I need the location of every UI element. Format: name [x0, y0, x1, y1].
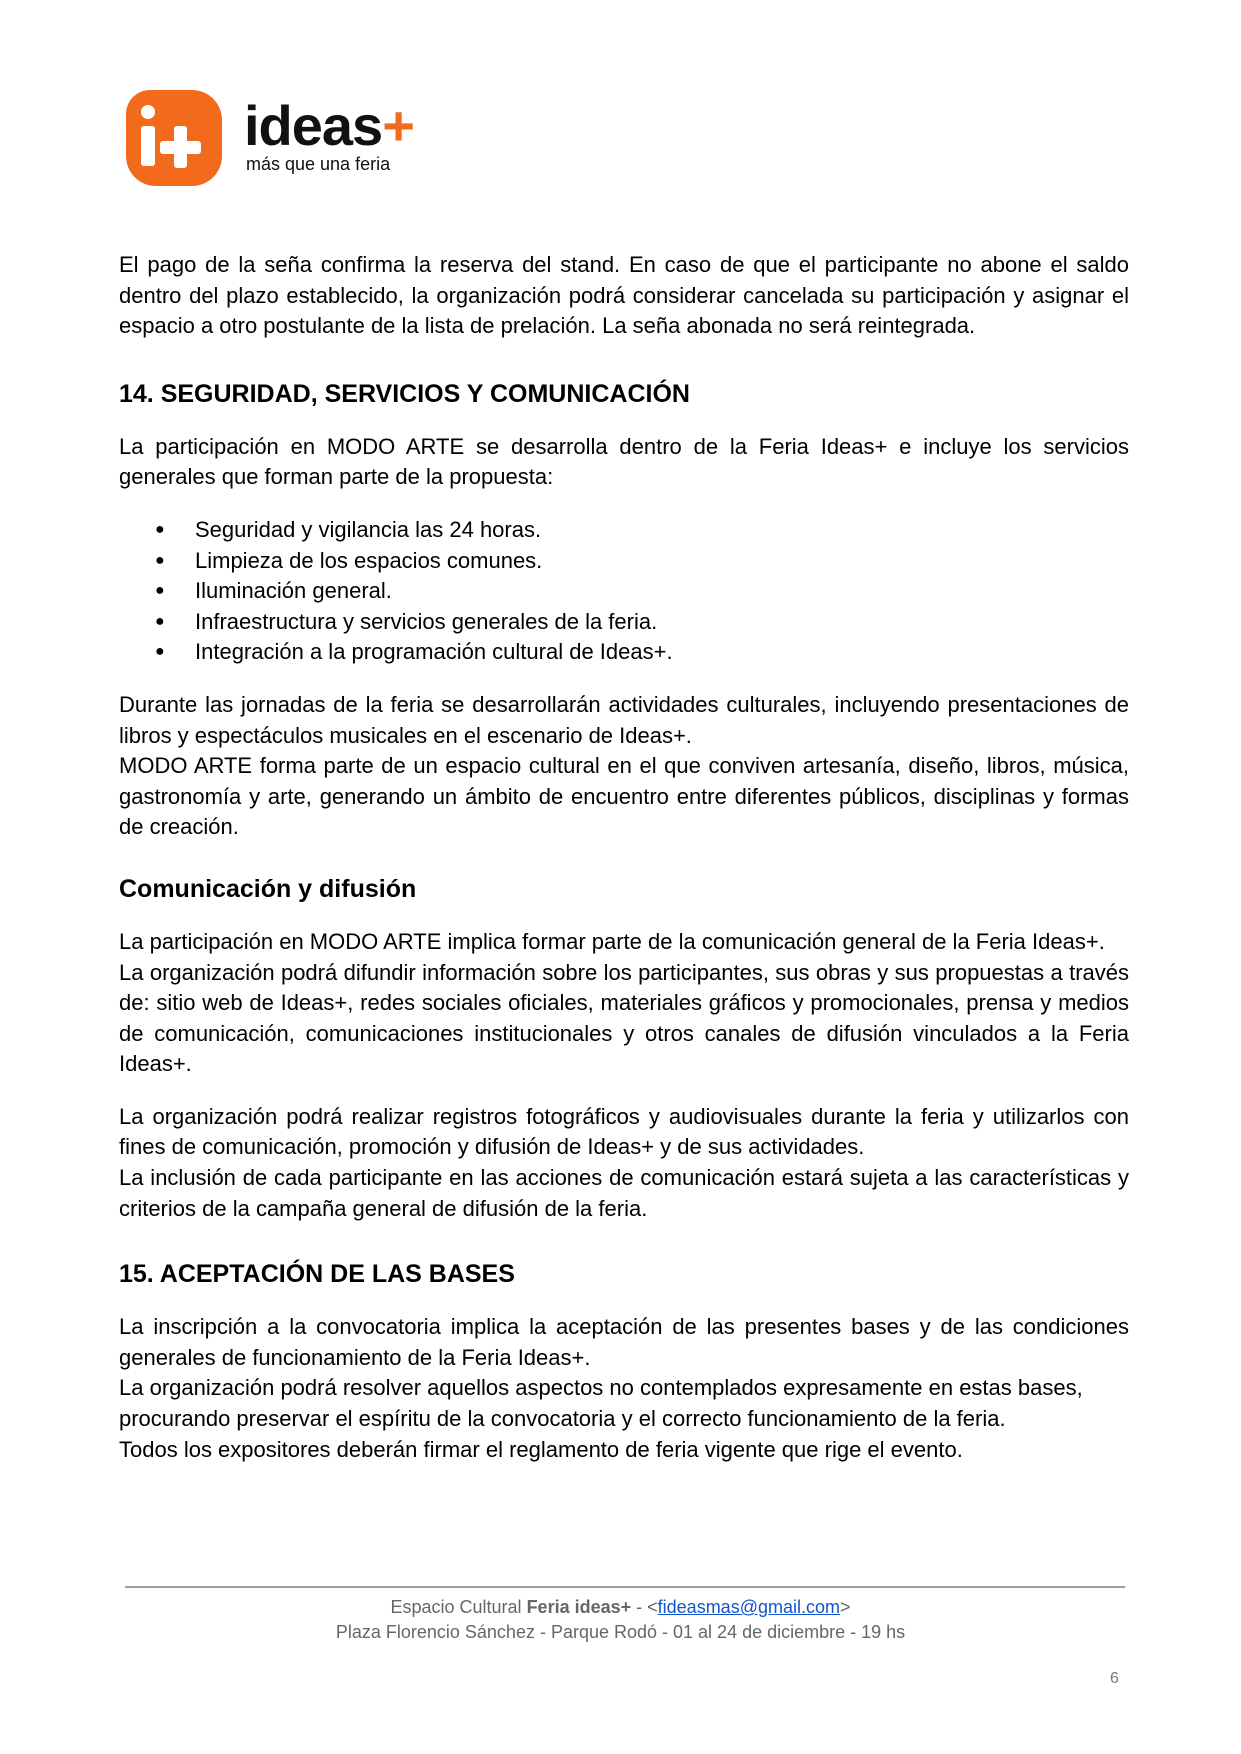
footer-line-2: Plaza Florencio Sánchez - Parque Rodó - 01 al 24 de diciembre - 19 hs [335, 1622, 906, 1642]
page-number: 6 [1110, 1670, 1119, 1687]
communication-paragraph-2: La organización podrá difundir información sobre los participantes, sus obras y sus propuestas a través de: sitio web de Ideas+, redes sociales oficiales, materiales gráficos y promocionales, prensa y medios de comunicación, comunicaciones institucionales y otros canales de difusión vinculados a la Feria Ideas+. [119, 959, 1129, 1077]
logo [126, 90, 446, 186]
communication-paragraph-3: La organización podrá realizar registros fotográficos y audiovisuales durante la feria y utilizarlos con fines de comunicación, promoción y difusión de Ideas+ y de sus actividades. [119, 1103, 1129, 1160]
section-14-paragraph-2: MODO ARTE forma parte de un espacio cultural en el que conviven artesanía, diseño, libros, música, gastronomía y arte, generando un ámbito de encuentro entre diferentes públicos, disciplinas y formas de creación. [119, 753, 1129, 840]
logo-wordmark: ideas+ [244, 94, 414, 157]
section-14-intro: La participación en MODO ARTE se desarrolla dentro de la Feria Ideas+ e incluye los servicios generales que forman parte de la propuesta: [119, 433, 1129, 490]
communication-heading: Comunicación y difusión [119, 874, 417, 903]
services-list [119, 515, 1129, 668]
list-item: ● Limpieza de los espacios comunes. [119, 546, 1129, 577]
section-15-paragraph-3: Todos los expositores deberán firmar el reglamento de feria vigente que rige el evento. [119, 1436, 963, 1462]
logo-badge [126, 90, 222, 186]
communication-paragraph-4: La inclusión de cada participante en las acciones de comunicación estará sujeta a las características y criterios de la campaña general de difusión de la feria. [119, 1165, 1129, 1221]
document-body [119, 250, 1129, 1465]
section-14-paragraph-1: Durante las jornadas de la feria se desarrollarán actividades culturales, incluyendo presentaciones de libros y espectáculos musicales en el escenario de Ideas+. [119, 691, 1129, 748]
logo-tagline: más que una feria [246, 154, 391, 174]
i-plus-icon [126, 90, 222, 186]
email-link[interactable]: fideasmas@gmail.com [657, 1597, 840, 1617]
intro-paragraph: El pago de la seña confirma la reserva del stand. En caso de que el participante no abone el saldo dentro del plazo establecido, la organización podrá considerar cancelada su participación y asignar el espacio a otro postulante de la lista de prelación. La seña abonada no será reintegrada. [119, 252, 1129, 339]
list-item: ● Iluminación general. [119, 576, 1129, 607]
section-15-paragraph-1: La inscripción a la convocatoria implica la aceptación de las presentes bases y de las condiciones generales de funcionamiento de la Feria Ideas+. [119, 1314, 1129, 1370]
list-item: ● Integración a la programación cultural de Ideas+. [119, 637, 1129, 668]
communication-paragraph-1: La participación en MODO ARTE implica formar parte de la comunicación general de la Feria Ideas+. [119, 928, 1105, 954]
footer-line-1: Espacio Cultural Feria ideas+ - <fideasmas@gmail.com> [390, 1597, 851, 1617]
section-14-heading: 14. SEGURIDAD, SERVICIOS Y COMUNICACIÓN [119, 379, 690, 408]
section-15-heading: 15. ACEPTACIÓN DE LAS BASES [119, 1260, 515, 1289]
list-item: ● Seguridad y vigilancia las 24 horas. [119, 515, 1129, 546]
section-15-paragraph-2: La organización podrá resolver aquellos aspectos no contemplados expresamente en estas bases, procurando preservar el espíritu de la convocatoria y el correcto funcionamiento de la feria. [119, 1375, 1083, 1432]
list-item: ● Infraestructura y servicios generales de la feria. [119, 607, 1129, 638]
footer-divider [125, 1586, 1125, 1588]
